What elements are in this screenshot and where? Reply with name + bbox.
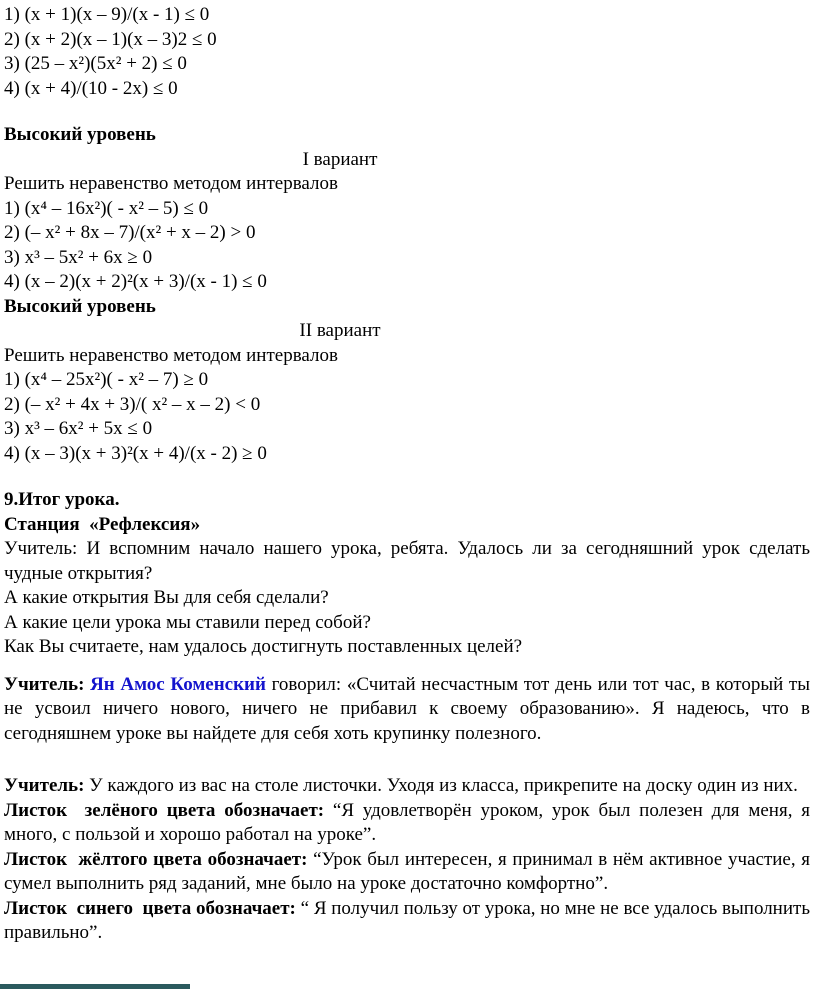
teacher-label: Учитель:: [4, 673, 91, 695]
spacer: [4, 101, 810, 123]
teacher-intro-paragraph: Учитель: И вспомним начало нашего урока, ребята. Удалось ли за сегодняшний урок сделать чудные открытия?: [4, 538, 810, 584]
station-title: Станция «Рефлексия»: [4, 513, 201, 535]
yellow-leaflet-label: Листок жёлтого цвета обозначает:: [4, 848, 308, 870]
reflection-question: Как Вы считаете, нам удалось достигнуть поставленных целей?: [4, 636, 523, 657]
spacer: [4, 746, 810, 774]
leaflets-section: [4, 774, 810, 946]
page-bottom-edge-bar: [0, 984, 190, 989]
blue-leaflet-paragraph: [4, 897, 810, 946]
blue-leaflet-label: Листок синего цвета обозначает:: [4, 897, 296, 919]
equation-line: 4) (x + 4)/(10 - 2x) ≤ 0: [4, 77, 178, 99]
equation-line: 4) (x – 2)(x + 2)²(x + 3)/(x - 1) ≤ 0: [4, 271, 267, 292]
section-high-level-variant-2: [4, 295, 810, 467]
reflection-question: А какие цели урока мы ставили перед собой?: [4, 611, 371, 633]
equation-line: 2) (x + 2)(x – 1)(x – 3)2 ≤ 0: [4, 28, 217, 50]
equation-line: 3) (25 – x²)(5x² + 2) ≤ 0: [4, 53, 187, 74]
equation-line: 3) x³ – 6x² + 5x ≤ 0: [4, 418, 153, 439]
teacher-label: Учитель:: [4, 775, 85, 796]
teacher-leaflets-paragraph: [4, 774, 810, 799]
quote-text: говорил: «Считай несчастным тот день или тот час, в который ты не усвоил ничего нового, ничего не прибавил к своему образованию». Я надеюсь, что в сегодняшнем уроке вы найдете для себя хоть крупинку полезного.: [4, 673, 810, 744]
exercise-list-basic: [4, 3, 810, 101]
variant-label: I вариант: [302, 148, 378, 170]
green-leaflet-paragraph: [4, 799, 810, 848]
lesson-summary-section: [4, 488, 810, 660]
equation-line: 2) (– x² + 8x – 7)/(x² + x – 2) > 0: [4, 222, 256, 243]
yellow-leaflet-text: “Урок был интересен, я принимал в нём активное участие, я сумел выполнить ряд заданий, мне было на уроке достаточно комфортно”.: [4, 848, 811, 894]
komensky-quote-paragraph: [4, 673, 810, 747]
reflection-question: А какие открытия Вы для себя сделали?: [4, 587, 329, 608]
section-high-level-variant-1: [4, 123, 810, 295]
section-heading: Высокий уровень: [4, 295, 156, 317]
equation-line: 1) (x⁴ – 25x²)( - x² – 7) ≥ 0: [4, 369, 209, 390]
blue-leaflet-text: “ Я получил пользу от урока, но мне не все удалось выполнить правильно”.: [4, 897, 810, 943]
variant-label: II вариант: [299, 320, 381, 341]
section-heading: Высокий уровень: [4, 124, 156, 145]
task-instruction: Решить неравенство методом интервалов: [4, 173, 338, 194]
equation-line: 1) (x + 1)(x – 9)/(x - 1) ≤ 0: [4, 4, 210, 25]
yellow-leaflet-paragraph: [4, 848, 810, 897]
author-name: Ян Амос Коменский: [90, 673, 266, 695]
equation-line: 1) (x⁴ – 16x²)( - x² – 5) ≤ 0: [4, 197, 209, 219]
spacer: [4, 660, 810, 673]
task-instruction: Решить неравенство методом интервалов: [4, 344, 338, 366]
equation-line: 2) (– x² + 4x + 3)/( x² – x – 2) < 0: [4, 393, 261, 415]
summary-title: 9.Итог урока.: [4, 489, 120, 510]
equation-line: 3) x³ – 5x² + 6x ≥ 0: [4, 246, 153, 268]
equation-line: 4) (x – 3)(x + 3)²(x + 4)/(x - 2) ≥ 0: [4, 442, 267, 464]
spacer: [4, 466, 810, 488]
leaflets-instruction-text: У каждого из вас на столе листочки. Уходя из класса, прикрепите на доску один из них.: [84, 775, 798, 796]
green-leaflet-label: Листок зелёного цвета обозначает:: [4, 799, 325, 821]
green-leaflet-text: “Я удовлетворён уроком, урок был полезен для меня, я много, с пользой и хорошо работал на уроке”.: [4, 799, 810, 845]
